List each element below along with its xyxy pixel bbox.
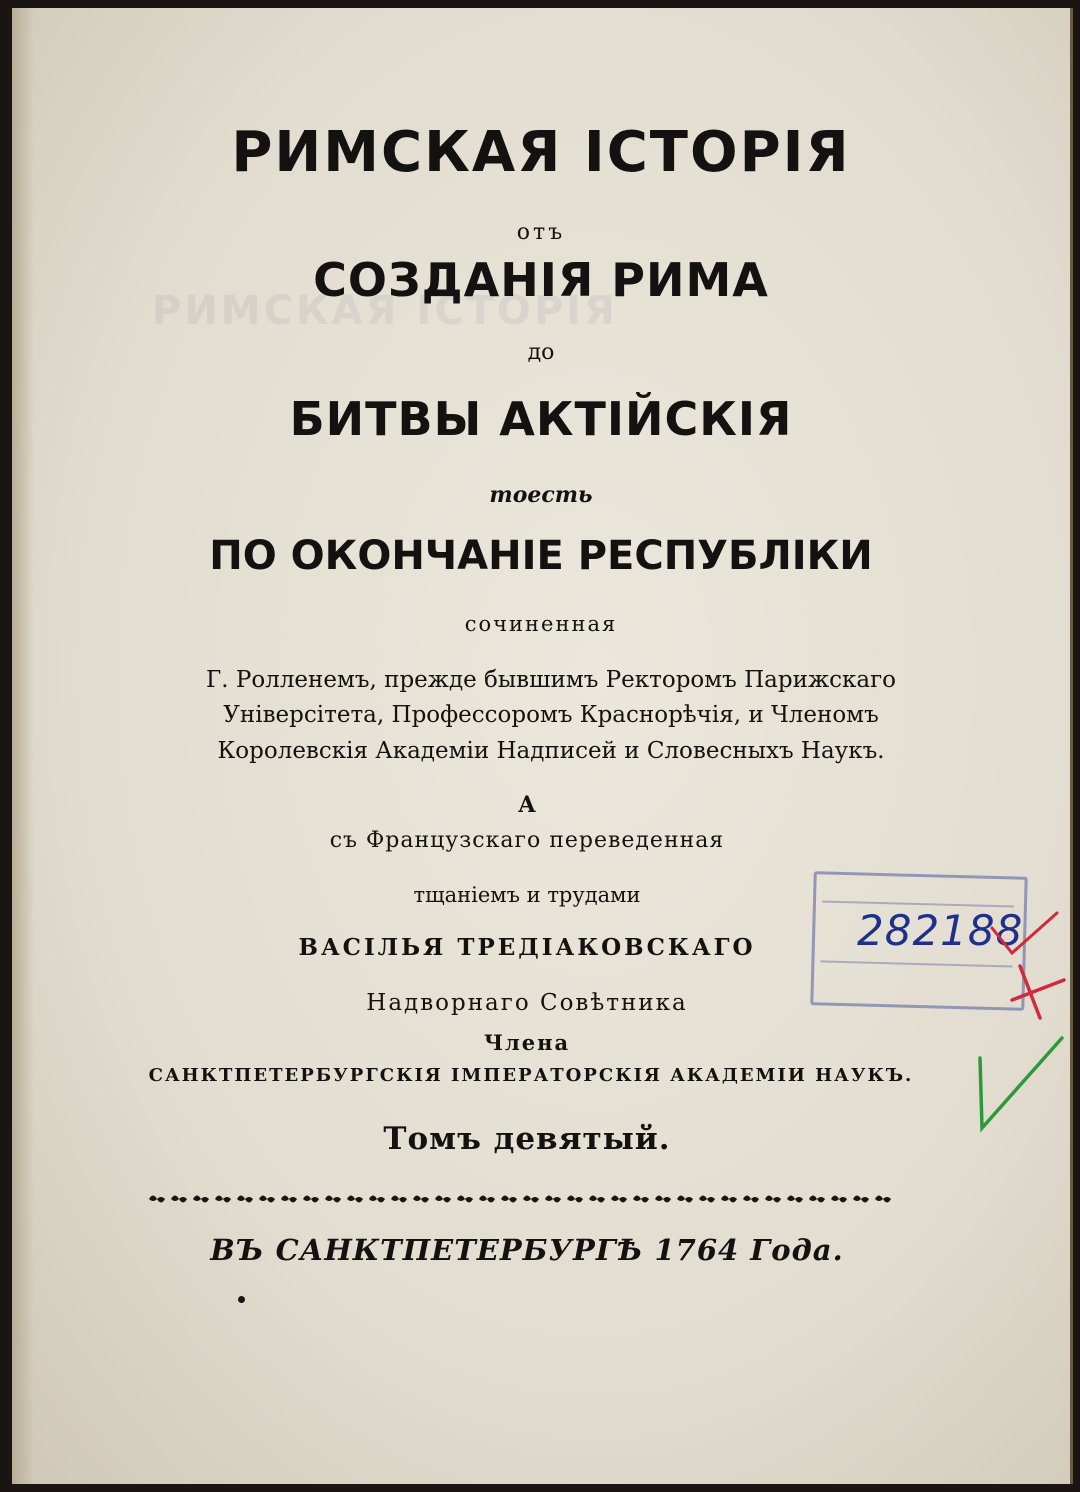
ornament-glyph bbox=[809, 1196, 825, 1203]
ornament-glyph bbox=[325, 1196, 341, 1203]
connector-ot: отъ bbox=[516, 220, 566, 245]
red-cross-icon bbox=[1012, 966, 1064, 1018]
title-line-3: БИТВЫ АКТІЙСКІЯ bbox=[289, 392, 793, 446]
ornament-glyph bbox=[545, 1196, 561, 1203]
title-line-2: СОЗДАНІЯ РИМА bbox=[313, 253, 769, 307]
ornament-glyph bbox=[303, 1196, 319, 1203]
ornament-glyph bbox=[765, 1196, 781, 1203]
translator-rank: Надворнаго Совѣтника bbox=[366, 990, 688, 1016]
pen-marks bbox=[962, 908, 1072, 1148]
ornament-glyph bbox=[457, 1196, 473, 1203]
red-check-upper-icon bbox=[992, 913, 1057, 953]
title-line-4: ПО ОКОНЧАНІЕ РЕСПУБЛІКИ bbox=[209, 533, 873, 579]
ornament-glyph bbox=[677, 1196, 693, 1203]
imprint-line: ВЪ САНКТПЕТЕРБУРГѢ 1764 Года. bbox=[210, 1233, 844, 1267]
translated-label: съ Французскаго переведенная bbox=[329, 828, 725, 853]
ornament-glyph bbox=[611, 1196, 627, 1203]
bleed-through-text: РИМСКАЯ ІСТОРІЯ bbox=[152, 288, 618, 334]
stamp-text-row bbox=[825, 881, 1015, 886]
ornament-glyph bbox=[369, 1196, 385, 1203]
author-line-3: Королевскія Академіи Надписей и Словесныхъ Наукъ. bbox=[217, 738, 885, 764]
ornament-glyph bbox=[259, 1196, 275, 1203]
ink-spot bbox=[238, 1296, 245, 1303]
ornament-glyph bbox=[743, 1196, 759, 1203]
ornament-glyph bbox=[655, 1196, 671, 1203]
ornament-glyph bbox=[853, 1196, 869, 1203]
decorative-rule-ornament bbox=[149, 1190, 897, 1208]
ornament-glyph bbox=[831, 1196, 847, 1203]
ornament-glyph bbox=[567, 1196, 583, 1203]
ornament-glyph bbox=[215, 1196, 231, 1203]
author-line-1: Г. Ролленемъ, прежде бывшимъ Ректоромъ Парижскаго bbox=[206, 667, 896, 693]
ornament-glyph bbox=[435, 1196, 451, 1203]
green-check-icon bbox=[980, 1038, 1062, 1128]
book-title-page bbox=[12, 8, 1073, 1484]
ornament-glyph bbox=[171, 1196, 187, 1203]
composed-label: сочиненная bbox=[464, 612, 618, 636]
connector-a: А bbox=[518, 792, 536, 818]
ornament-glyph bbox=[721, 1196, 737, 1203]
ornament-glyph bbox=[523, 1196, 539, 1203]
ornament-glyph bbox=[391, 1196, 407, 1203]
ornament-glyph bbox=[875, 1196, 891, 1203]
ornament-glyph bbox=[281, 1196, 297, 1203]
connector-do: до bbox=[527, 340, 555, 365]
ornament-glyph bbox=[347, 1196, 363, 1203]
accession-number: 282188 bbox=[857, 906, 1024, 955]
academy-name: САНКТПЕТЕРБУРГСКІЯ ІМПЕРАТОРСКІЯ АКАДЕМІИ НАУКЪ. bbox=[148, 1065, 914, 1086]
author-line-2: Універсітета, Профессоромъ Краснорѣчія, и Членомъ bbox=[223, 702, 879, 728]
ornament-glyph bbox=[193, 1196, 209, 1203]
translator-name: ВАСІЛЬЯ ТРЕДІАКОВСКАГО bbox=[298, 934, 756, 961]
ornament-glyph bbox=[479, 1196, 495, 1203]
main-title: РИМСКАЯ ІСТОРІЯ bbox=[231, 120, 851, 185]
ornament-glyph bbox=[149, 1196, 165, 1203]
ornament-glyph bbox=[787, 1196, 803, 1203]
connector-toest: тоесть bbox=[489, 482, 593, 508]
ornament-glyph bbox=[501, 1196, 517, 1203]
ornament-glyph bbox=[413, 1196, 429, 1203]
ornament-glyph bbox=[633, 1196, 649, 1203]
ornament-glyph bbox=[699, 1196, 715, 1203]
member-label: Члена bbox=[483, 1030, 571, 1055]
ornament-glyph bbox=[237, 1196, 253, 1203]
labors-label: тщаніемъ и трудами bbox=[413, 883, 641, 907]
volume-label: Томъ девятый. bbox=[383, 1121, 671, 1157]
ornament-glyph bbox=[589, 1196, 605, 1203]
